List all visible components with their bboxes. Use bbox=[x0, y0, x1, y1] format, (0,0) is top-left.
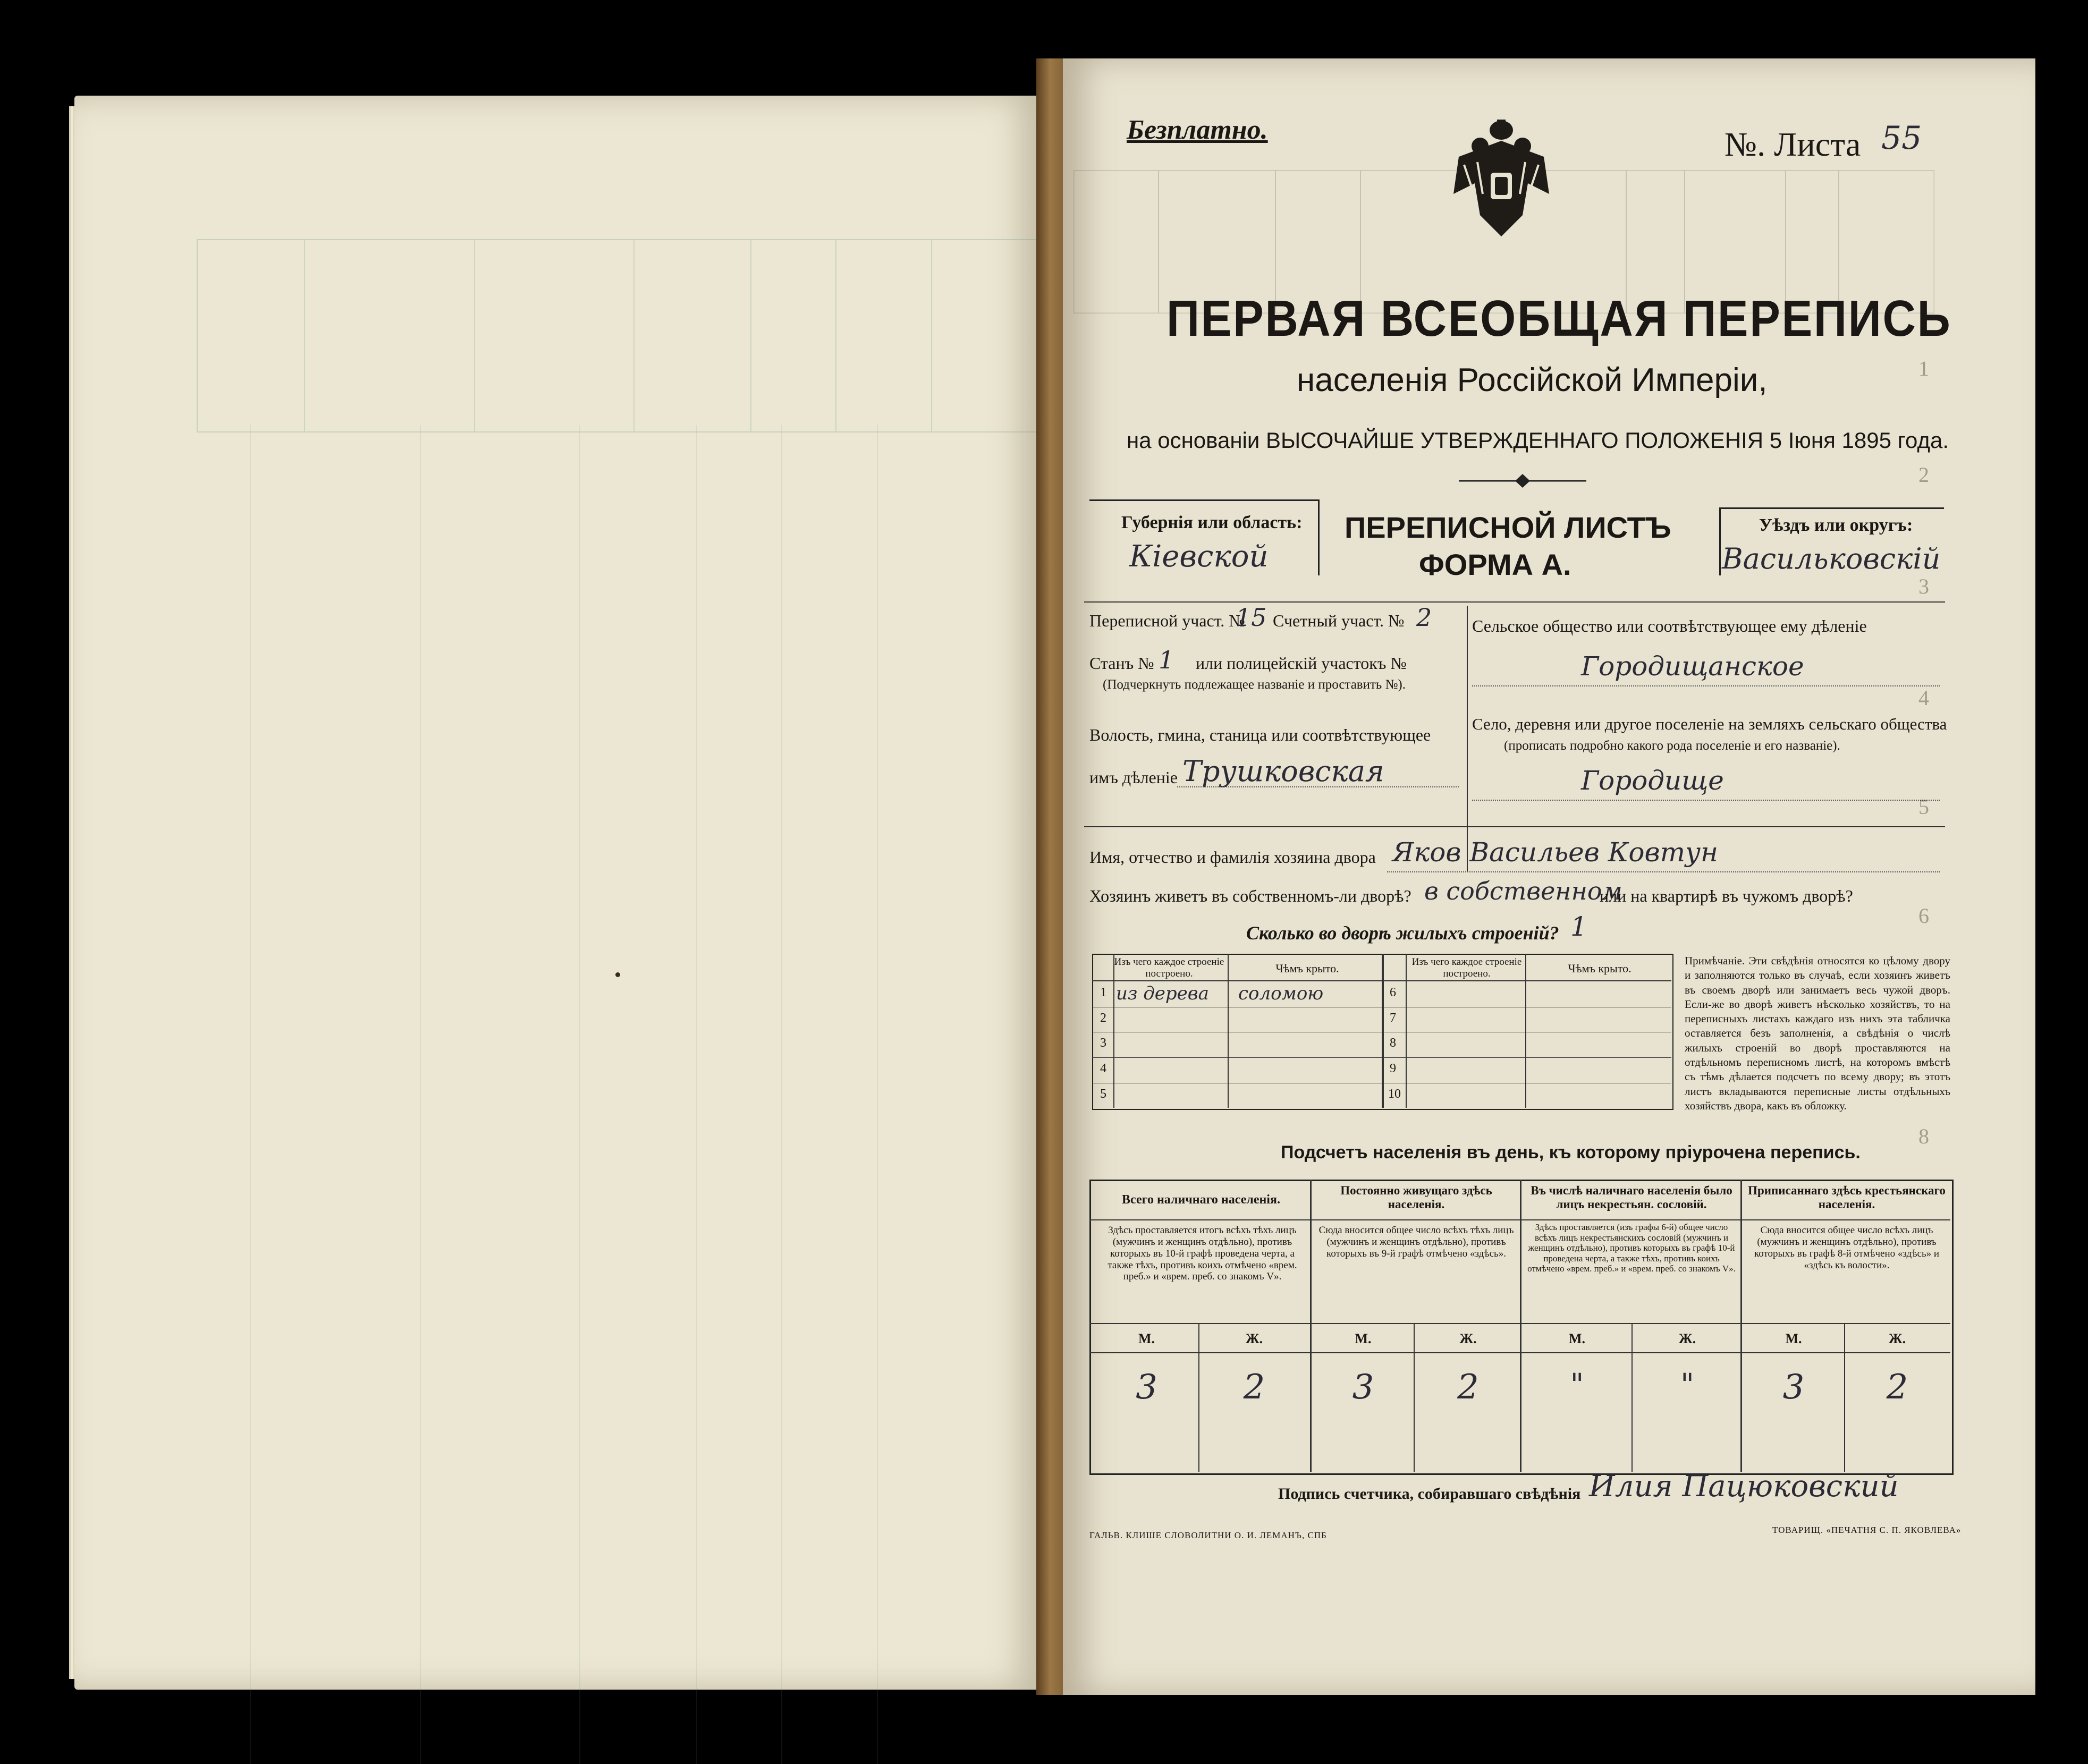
footer-printer-imprint: ТОВАРИЩ. «ПЕЧАТНЯ С. П. ЯКОВЛЕВА» bbox=[1772, 1525, 1962, 1535]
stan-label: Станъ № bbox=[1089, 654, 1154, 673]
buildings-note: Примѣчаніе. Эти свѣдѣнія относятся ко цѣлому двору и заполняются только въ случаѣ, если хозяинъ живетъ въ своемъ дворѣ или занимаетъ весь чужой дворъ. Если-же во дворѣ живетъ нѣсколько хозяйствъ, то на переписныхъ листахъ каждаго изъ нихъ эта табличка оставляется безъ заполненія, а свѣдѣнія о числѣ жилыхъ строеній во дворѣ проставляются на отдѣльномъ переписномъ листѣ, на которомъ вмѣстѣ съ тѣмъ дѣлается подсчетъ по всему двору; въ этотъ листъ вкладываются переписные листы отдѣльныхъ хозяйствъ двора, какъ въ обложку. bbox=[1685, 954, 1950, 1112]
building-row-number: 8 bbox=[1390, 1036, 1396, 1050]
stan-value: 1 bbox=[1159, 646, 1174, 674]
female-label: Ж. bbox=[1888, 1331, 1906, 1346]
census-section-label: Переписной участ. № bbox=[1089, 611, 1245, 630]
male-label: М. bbox=[1138, 1331, 1155, 1346]
district-value: Васильковскій bbox=[1722, 542, 1941, 575]
male-label: М. bbox=[1568, 1331, 1586, 1346]
building-row-number: 10 bbox=[1388, 1087, 1401, 1101]
mf-divider bbox=[1414, 1323, 1415, 1472]
form-letter: ФОРМА А. bbox=[1419, 548, 1571, 581]
building-row-number: 9 bbox=[1390, 1062, 1396, 1075]
margin-number: 4 bbox=[1918, 686, 1929, 710]
col-4-male-count: 3 bbox=[1782, 1368, 1805, 1407]
building-1-roof: соломою bbox=[1238, 983, 1324, 1004]
buildings-header-rule bbox=[1092, 980, 1671, 981]
count-col-3-header: Въ числѣ наличнаго населенія было лицъ некрестьян. сословій. bbox=[1531, 1184, 1732, 1211]
mf-divider bbox=[1844, 1323, 1845, 1472]
imperial-eagle-icon bbox=[1448, 114, 1554, 242]
buildings-col-material-2: Изъ чего каждое строеніе построено. bbox=[1411, 956, 1522, 979]
margin-number: 3 bbox=[1918, 574, 1929, 598]
sheet-number-label: №. Листа bbox=[1724, 125, 1861, 163]
female-label: Ж. bbox=[1678, 1331, 1696, 1346]
building-row-number: 6 bbox=[1390, 986, 1396, 999]
count-col-4-header: Приписаннаго здѣсь крестьянскаго населенія. bbox=[1748, 1184, 1946, 1211]
count-col-4-desc: Сюда вносится общее число всѣхъ лицъ (мужчинъ и женщинъ отдѣльно), противъ которыхъ въ графѣ 8-й отмѣчено «здѣсь» и «здѣсь къ волости». bbox=[1754, 1225, 1940, 1271]
volost-label-2: имъ дѣленіе bbox=[1089, 768, 1178, 787]
buildings-col-roof-2: Чѣмъ крыто. bbox=[1568, 962, 1631, 975]
building-1-material: из дерева bbox=[1116, 983, 1209, 1004]
margin-number: 1 bbox=[1918, 357, 1929, 380]
building-row-number: 2 bbox=[1100, 1011, 1106, 1025]
form-authority: на основаніи ВЫСОЧАЙШЕ УТВЕРЖДЕННАГО ПОЛОЖЕНІЯ 5 Іюня 1895 года. bbox=[1127, 428, 1949, 453]
fields-top-rule bbox=[1084, 601, 1945, 603]
residence-suffix: или на квартирѣ въ чужомъ дворѣ? bbox=[1600, 886, 1853, 905]
row-rule bbox=[1092, 1057, 1671, 1058]
form-title: ПЕРВАЯ ВСЕОБЩАЯ ПЕРЕПИСЬ bbox=[1166, 290, 1952, 347]
col-2-female-count: 2 bbox=[1457, 1368, 1479, 1407]
male-label: М. bbox=[1355, 1331, 1372, 1346]
col-3-female-count: " bbox=[1680, 1368, 1694, 1402]
buildings-label: Сколько во дворѣ жилыхъ строеній? bbox=[1246, 922, 1559, 944]
buildings-mid-divider bbox=[1382, 954, 1384, 1108]
owner-top-rule bbox=[1084, 826, 1945, 827]
count-col-1-desc: Здѣсь проставляется итогъ всѣхъ тѣхъ лицъ (мужчинъ и женщинъ отдѣльно), противъ которыхъ въ 10-й графѣ проведена черта, а также тѣхъ, противъ коихъ отмѣчено «врем. преб.» и «врем. преб. со знакомъ V». bbox=[1108, 1225, 1297, 1283]
police-label: или полицейскій участокъ № bbox=[1196, 654, 1407, 673]
col-2-male-count: 3 bbox=[1352, 1368, 1374, 1407]
ink-spot bbox=[615, 972, 620, 977]
count-col-1-header: Всего наличнаго населенія. bbox=[1122, 1193, 1280, 1207]
count-col-3-desc: Здѣсь проставляется (изъ графы 6-й) общее число всѣхъ лицъ некрестьянскихъ сословій (мужчинъ и женщинъ отдѣльно), противъ которыхъ въ графѣ 10-й проведена черта, а также тѣхъ, противъ коихъ отмѣчено «врем. преб.» и «врем. преб. со знакомъ V». bbox=[1527, 1222, 1736, 1274]
building-row-number: 7 bbox=[1390, 1011, 1396, 1025]
buildings-col-roof: Чѣмъ крыто. bbox=[1275, 962, 1339, 975]
count-section-value: 2 bbox=[1416, 603, 1432, 632]
male-label: М. bbox=[1785, 1331, 1802, 1346]
district-label: Уѣздъ или округъ: bbox=[1759, 515, 1913, 535]
margin-number: 8 bbox=[1918, 1124, 1929, 1148]
buildings-value: 1 bbox=[1570, 911, 1587, 942]
volost-rule bbox=[1177, 786, 1459, 787]
enumerator-signature: Илия Пацюковский bbox=[1589, 1469, 1899, 1504]
village-label: Село, деревня или другое поселеніе на земляхъ сельскаго общества bbox=[1472, 715, 1947, 733]
footer-typeface-imprint: ГАЛЬВ. КЛИШЕ СЛОВОЛИТНИ О. И. ЛЕМАНЪ, СПБ bbox=[1089, 1530, 1327, 1540]
col-4-female-count: 2 bbox=[1886, 1368, 1908, 1407]
residence-value: в собственном bbox=[1424, 877, 1622, 905]
village-value: Городище bbox=[1581, 765, 1724, 796]
col-1-male-count: 3 bbox=[1136, 1368, 1157, 1407]
province-label: Губернія или область: bbox=[1121, 513, 1303, 532]
building-row-number: 5 bbox=[1100, 1087, 1106, 1101]
signature-label: Подпись счетчика, собиравшаго свѣдѣнія bbox=[1278, 1485, 1581, 1503]
sheet-number-value: 55 bbox=[1881, 120, 1922, 157]
female-label: Ж. bbox=[1459, 1331, 1477, 1346]
province-value: Кіевской bbox=[1129, 539, 1269, 574]
building-row-number: 3 bbox=[1100, 1036, 1106, 1050]
owner-name-label: Имя, отчество и фамилія хозяина двора bbox=[1089, 847, 1376, 867]
count-divider bbox=[1310, 1180, 1312, 1472]
margin-number: 2 bbox=[1918, 463, 1929, 487]
count-section-label: Счетный участ. № bbox=[1273, 611, 1405, 630]
count-desc-rule bbox=[1089, 1323, 1950, 1324]
bleed-through-table bbox=[197, 239, 1102, 432]
left-page bbox=[74, 96, 1036, 1690]
female-label: Ж. bbox=[1245, 1331, 1263, 1346]
residence-label: Хозяинъ живетъ въ собственномъ-ли дворѣ? bbox=[1089, 886, 1411, 905]
count-title: Подсчетъ населенія въ день, къ которому пріурочена перепись. bbox=[1281, 1142, 1861, 1163]
free-label: Безплатно. bbox=[1127, 115, 1268, 145]
col-1-female-count: 2 bbox=[1243, 1368, 1265, 1407]
volost-label: Волость, гмина, станица или соотвѣтствующее bbox=[1089, 725, 1431, 744]
count-table bbox=[1089, 1180, 1954, 1475]
margin-number: 6 bbox=[1918, 904, 1929, 928]
ornament-divider bbox=[1459, 473, 1586, 489]
village-rule bbox=[1472, 800, 1940, 801]
count-mf-rule bbox=[1089, 1352, 1950, 1353]
volost-value: Трушковская bbox=[1182, 754, 1384, 788]
fields-divider bbox=[1467, 606, 1468, 871]
society-rule bbox=[1472, 685, 1940, 686]
society-label: Сельское общество или соотвѣтствующее ему дѣленіе bbox=[1472, 616, 1867, 635]
village-note: (прописать подробно какого рода поселеніе и его названіе). bbox=[1504, 739, 1840, 753]
owner-name-rule bbox=[1387, 871, 1940, 872]
count-col-2-desc: Сюда вносится общее число всѣхъ тѣхъ лицъ (мужчинъ и женщинъ отдѣльно), противъ которыхъ въ 9-й графѣ отмѣчено «здѣсь». bbox=[1318, 1225, 1514, 1259]
count-divider bbox=[1520, 1180, 1521, 1472]
census-section-value: 15 bbox=[1236, 603, 1267, 632]
owner-name-value: Яков Васильев Ковтун bbox=[1392, 837, 1718, 868]
mf-divider bbox=[1631, 1323, 1633, 1472]
margin-number: 5 bbox=[1918, 795, 1929, 819]
form-name: ПЕРЕПИСНОЙ ЛИСТЪ bbox=[1345, 511, 1671, 544]
buildings-col-material: Изъ чего каждое строеніе построено. bbox=[1114, 956, 1224, 979]
count-divider bbox=[1740, 1180, 1742, 1472]
col-3-male-count: " bbox=[1570, 1368, 1584, 1402]
form-subtitle: населенія Россійской Имперіи, bbox=[1297, 362, 1768, 398]
building-row-number: 4 bbox=[1100, 1062, 1106, 1075]
count-header-rule bbox=[1089, 1219, 1950, 1220]
building-row-number: 1 bbox=[1100, 986, 1106, 999]
society-value: Городищанское bbox=[1581, 651, 1804, 682]
police-note: (Подчеркнуть подлежащее названіе и проставить №). bbox=[1103, 677, 1406, 692]
mf-divider bbox=[1198, 1323, 1199, 1472]
count-col-2-header: Постоянно живущаго здѣсь населенія. bbox=[1340, 1184, 1492, 1211]
